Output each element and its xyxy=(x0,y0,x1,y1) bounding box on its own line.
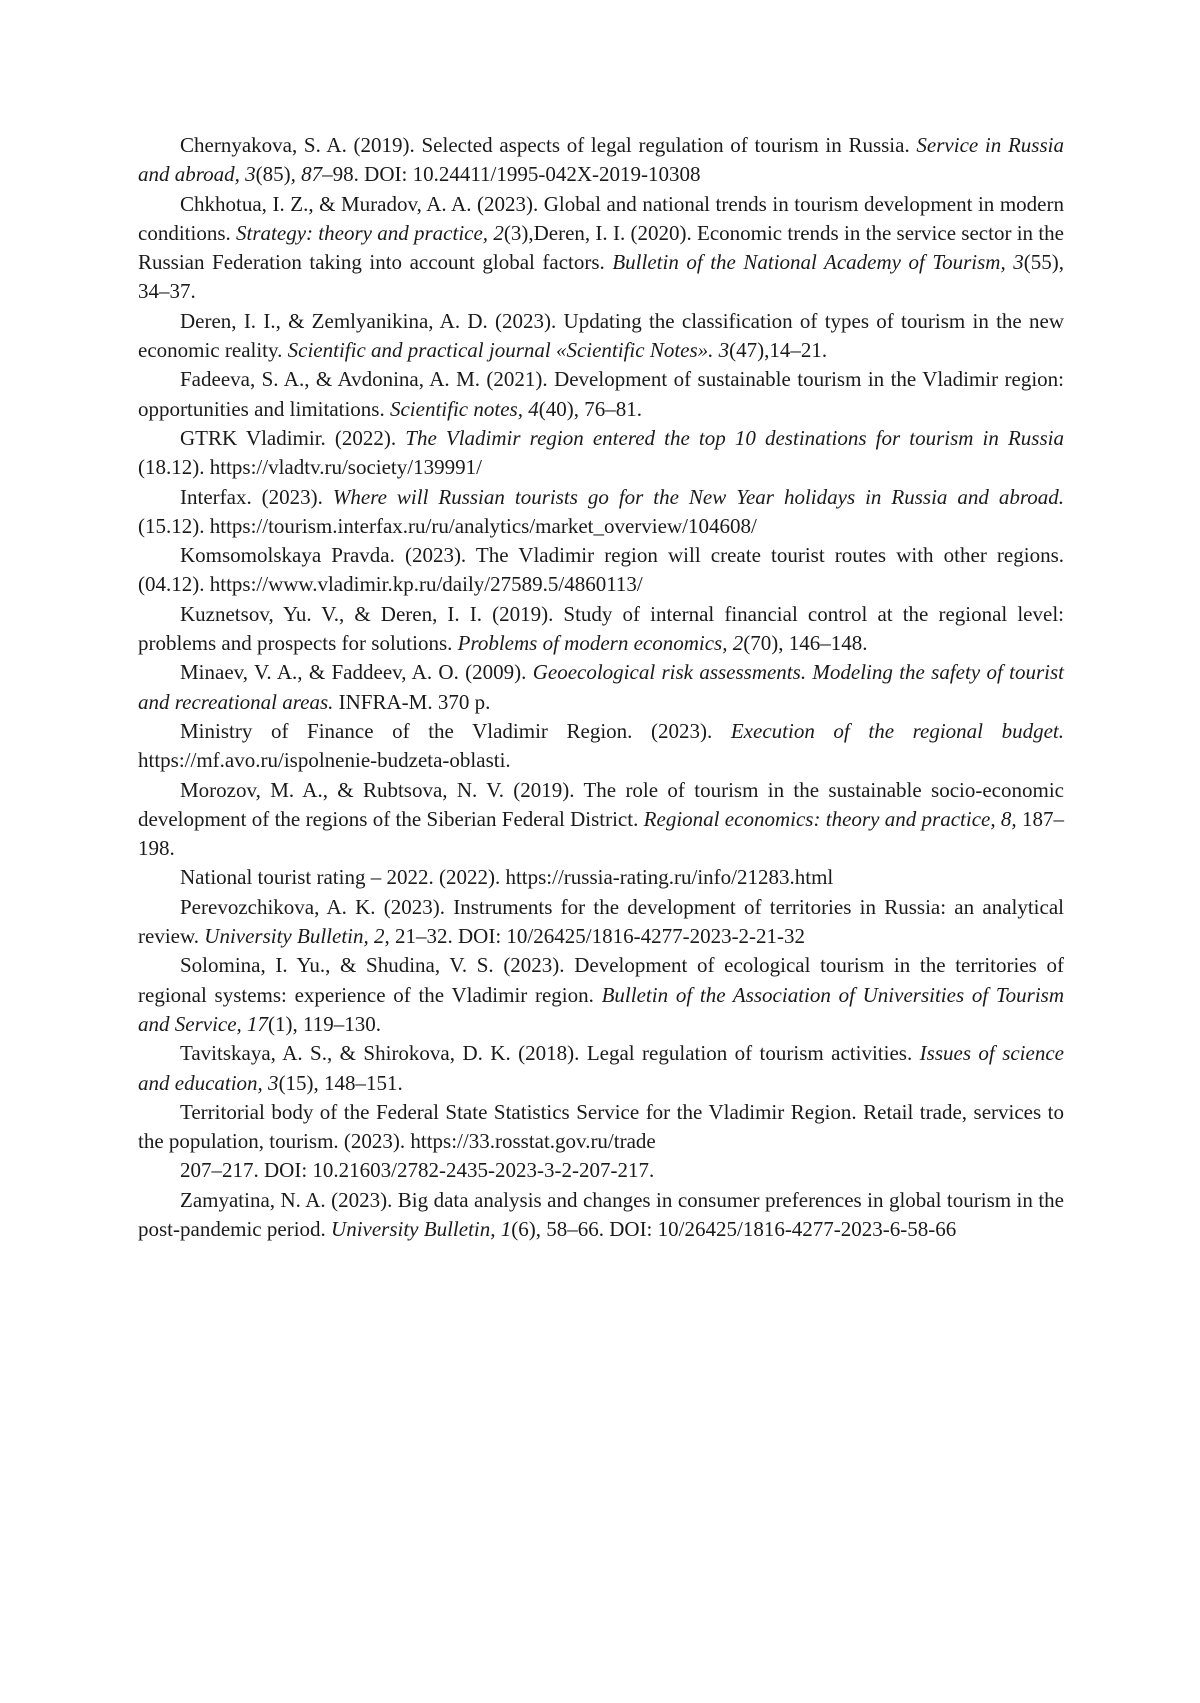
reference-source-italic: University Bulletin, 2 xyxy=(204,924,385,949)
reference-entry xyxy=(138,365,1064,424)
reference-list xyxy=(138,131,1064,1244)
reference-text: Territorial body of the Federal State Statistics Service for the Vladimir Region. Retail trade, services to the population, tourism. (2023). https://33.rosstat.gov.ru/trade xyxy=(138,1099,1064,1154)
reference-text: INFRA-M. 370 p. xyxy=(333,689,491,714)
reference-text: Morozov, M. A., & Rubtsova, N. V. (2019). The role of tourism in the sustainable socio-economic development of the regions of the Siberian Federal District. xyxy=(138,777,1064,831)
reference-text: (18.12). https://vladtv.ru/society/139991/ xyxy=(138,455,482,480)
reference-text: Fadeeva, S. A., & Avdonina, A. M. (2021). Development of sustainable tourism in the Vladimir region: opportunities and limitations. xyxy=(138,367,1064,421)
reference-text: Zamyatina, N. A. (2023). Big data analysis and changes in consumer preferences in global tourism in the post-pandemic period. xyxy=(138,1187,1064,1241)
reference-entry xyxy=(138,1098,1064,1157)
reference-entry xyxy=(138,1186,1064,1245)
reference-entry xyxy=(138,951,1064,1039)
reference-source-italic: Strategy: theory and practice, 2 xyxy=(236,220,504,245)
reference-source-italic: Bulletin of the National Academy of Tourism, 3 xyxy=(612,250,1024,275)
reference-source-italic: , 87 xyxy=(290,162,323,187)
reference-text: National tourist rating – 2022. (2022). https://russia-rating.ru/info/21283.html xyxy=(180,865,834,890)
reference-entry xyxy=(138,1156,1064,1185)
reference-text: Ministry of Finance of the Vladimir Region. (2023). xyxy=(180,718,731,743)
reference-entry xyxy=(138,483,1064,542)
reference-text: Perevozchikova, A. K. (2023). Instruments for the development of territories in Russia: an analytical review. xyxy=(138,894,1064,949)
reference-text: (55), 34–37. xyxy=(138,250,1065,304)
reference-text: , 21–32. DOI: 10/26425/1816-4277-2023-2-21-32 xyxy=(384,924,806,949)
reference-text: Deren, I. I., & Zemlyanikina, A. D. (2023). Updating the classification of types of tourism in the new economic reality. xyxy=(138,308,1064,363)
reference-text: https://mf.avo.ru/ispolnenie-budzeta-oblasti. xyxy=(138,748,511,773)
reference-source-italic: Regional economics: theory and practice, 8, xyxy=(643,806,1017,831)
reference-text: Tavitskaya, A. S., & Shirokova, D. K. (2018). Legal regulation of tourism activities. xyxy=(180,1041,920,1066)
reference-text: (85) xyxy=(255,162,291,187)
reference-entry xyxy=(138,600,1064,659)
reference-text: 207–217. DOI: 10.21603/2782-2435-2023-3-2-207-217. xyxy=(180,1158,655,1183)
reference-text: Chernyakova, S. A. (2019). Selected aspects of legal regulation of tourism in Russia. xyxy=(180,133,917,157)
reference-entry xyxy=(138,717,1064,776)
reference-text: Deren, I. I. (2020). Economic trends in the service sector in the Russian Federation taking into account global factors. xyxy=(138,220,1064,275)
reference-source-italic: Geoecological risk assessments. Modeling the safety of tourist and recreational areas. xyxy=(138,660,1064,714)
reference-entry xyxy=(138,131,1064,190)
reference-text: Solomina, I. Yu., & Shudina, V. S. (2023). Development of ecological tourism in the territories of regional systems: experience of the Vladimir region. xyxy=(138,953,1064,1007)
reference-text: Chkhotua, I. Z., & Muradov, A. A. (2023). Global and national trends in tourism development in modern conditions. xyxy=(138,191,1064,245)
reference-text: 187–198. xyxy=(138,806,1065,861)
reference-text: (70), 146–148. xyxy=(743,631,868,656)
reference-source-italic: Service in Russia and abroad, 3 xyxy=(138,133,1064,187)
reference-entry xyxy=(138,541,1064,600)
reference-source-italic: Issues of science and education, 3 xyxy=(138,1041,1064,1095)
reference-entry xyxy=(138,190,1064,307)
reference-text: Komsomolskaya Pravda. (2023). The Vladimir region will create tourist routes with other regions. (04.12). https://www.vladimir.kp.ru/daily/27589.5/4860113/ xyxy=(138,543,1064,597)
reference-entry xyxy=(138,893,1064,952)
reference-source-italic: University Bulletin, 1 xyxy=(331,1216,512,1241)
reference-text: GTRK Vladimir. (2022). xyxy=(180,425,406,450)
reference-entry xyxy=(138,424,1064,483)
reference-text: (15.12). https://tourism.interfax.ru/ru/analytics/market_overview/104608/ xyxy=(138,513,757,538)
reference-text: (6), 58–66. DOI: 10/26425/1816-4277-2023-6-58-66 xyxy=(511,1216,957,1241)
reference-source-italic: Problems of modern economics, 2 xyxy=(457,631,744,656)
reference-source-italic: Scientific and practical journal «Scientific Notes». 3 xyxy=(287,338,730,363)
reference-source-italic: Where will Russian tourists go for the New Year holidays in Russia and abroad. xyxy=(332,484,1064,509)
reference-text: (3), xyxy=(503,220,534,245)
reference-text: Minaev, V. A., & Faddeev, A. O. (2009). xyxy=(180,660,533,685)
reference-text: –98. DOI: 10.24411/1995-042X-2019-10308 xyxy=(322,162,701,187)
reference-text: Interfax. (2023). xyxy=(180,484,333,509)
reference-text: (47),14–21. xyxy=(729,338,828,363)
reference-entry xyxy=(138,307,1064,366)
reference-entry xyxy=(138,1039,1064,1098)
reference-text: (15), 148–151. xyxy=(278,1070,403,1095)
reference-entry xyxy=(138,776,1064,864)
reference-source-italic: Scientific notes, 4 xyxy=(389,396,539,421)
reference-source-italic: Bulletin of the Association of Universities of Tourism and Service, 17 xyxy=(138,982,1064,1036)
reference-source-italic: The Vladimir region entered the top 10 destinations for tourism in Russia xyxy=(405,425,1064,450)
reference-entry xyxy=(138,658,1064,717)
reference-text: (40), 76–81. xyxy=(538,396,642,421)
reference-text: Kuznetsov, Yu. V., & Deren, I. I. (2019). Study of internal financial control at the regional level: problems and prospects for solutions. xyxy=(138,601,1064,656)
reference-source-italic: Execution of the regional budget. xyxy=(730,718,1064,743)
reference-entry xyxy=(138,863,1064,892)
reference-text: (1), 119–130. xyxy=(268,1011,382,1036)
